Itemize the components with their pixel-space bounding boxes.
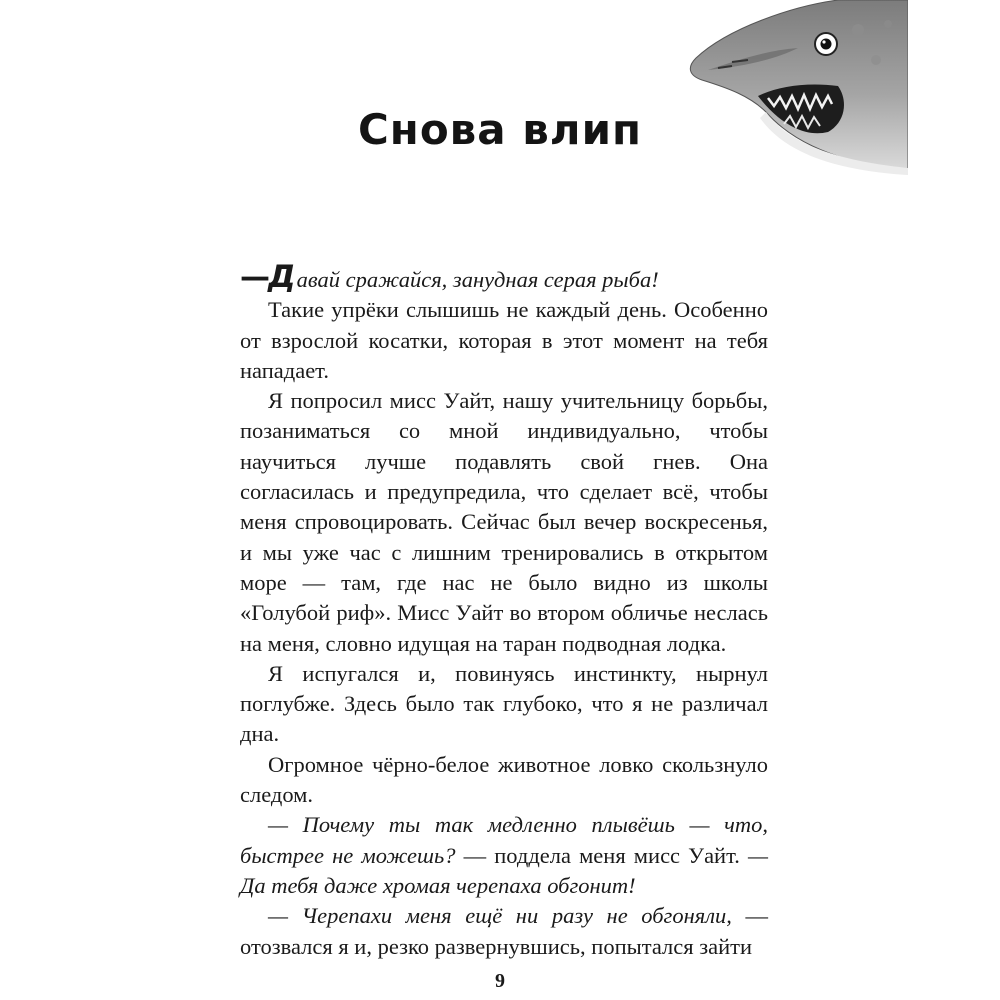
chapter-body [240, 259, 769, 962]
opening-dash: — [240, 260, 268, 295]
drop-cap: Д [268, 259, 296, 295]
page-number: 9 [495, 970, 505, 992]
paragraph: Такие упрёки слышишь не каждый день. Особенно от взрослой косатки, которая в этот момент на тебя нападает. [240, 297, 768, 383]
chapter-title: Снова влип [357, 105, 643, 154]
narration: — поддела меня мисс Уайт. [455, 842, 748, 868]
dialogue-line: — Почему ты так медленно плывёшь — что, быстрее не можешь? [240, 812, 768, 868]
paragraph: Я попросил мисс Уайт, нашу учительницу борьбы, позаниматься со мной индивидуально, чтобы научиться лучше подавлять свой гнев. Она согласилась и предупредила, что сделает всё, чтобы меня спровоцировать. Сейчас был вечер воскресенья, и мы уже час с лишним тренировались в открытом море — там, где нас не было видно из школы «Голубой риф». Мисс Уайт во втором обличье неслась на меня, словно идущая на таран подводная лодка. [240, 388, 768, 656]
dialogue-line: — Черепахи меня ещё ни разу не обгоняли, [268, 903, 732, 929]
paragraph: Я испугался и, повинуясь инстинкту, нырнул поглубже. Здесь было так глубоко, что я не различал дна. [240, 660, 768, 747]
narration: — отозвался я и, резко развернувшись, попытался зайти [240, 903, 769, 959]
paragraph: Огромное чёрно-белое животное ловко скользнуло следом. [240, 751, 768, 808]
dialogue-line: — Да тебя даже хромая черепаха обгонит! [240, 842, 768, 898]
paragraph [240, 810, 768, 901]
paragraph [240, 259, 768, 295]
paragraph [240, 901, 768, 962]
opening-line: авай сражайся, занудная серая рыба! [296, 267, 659, 292]
